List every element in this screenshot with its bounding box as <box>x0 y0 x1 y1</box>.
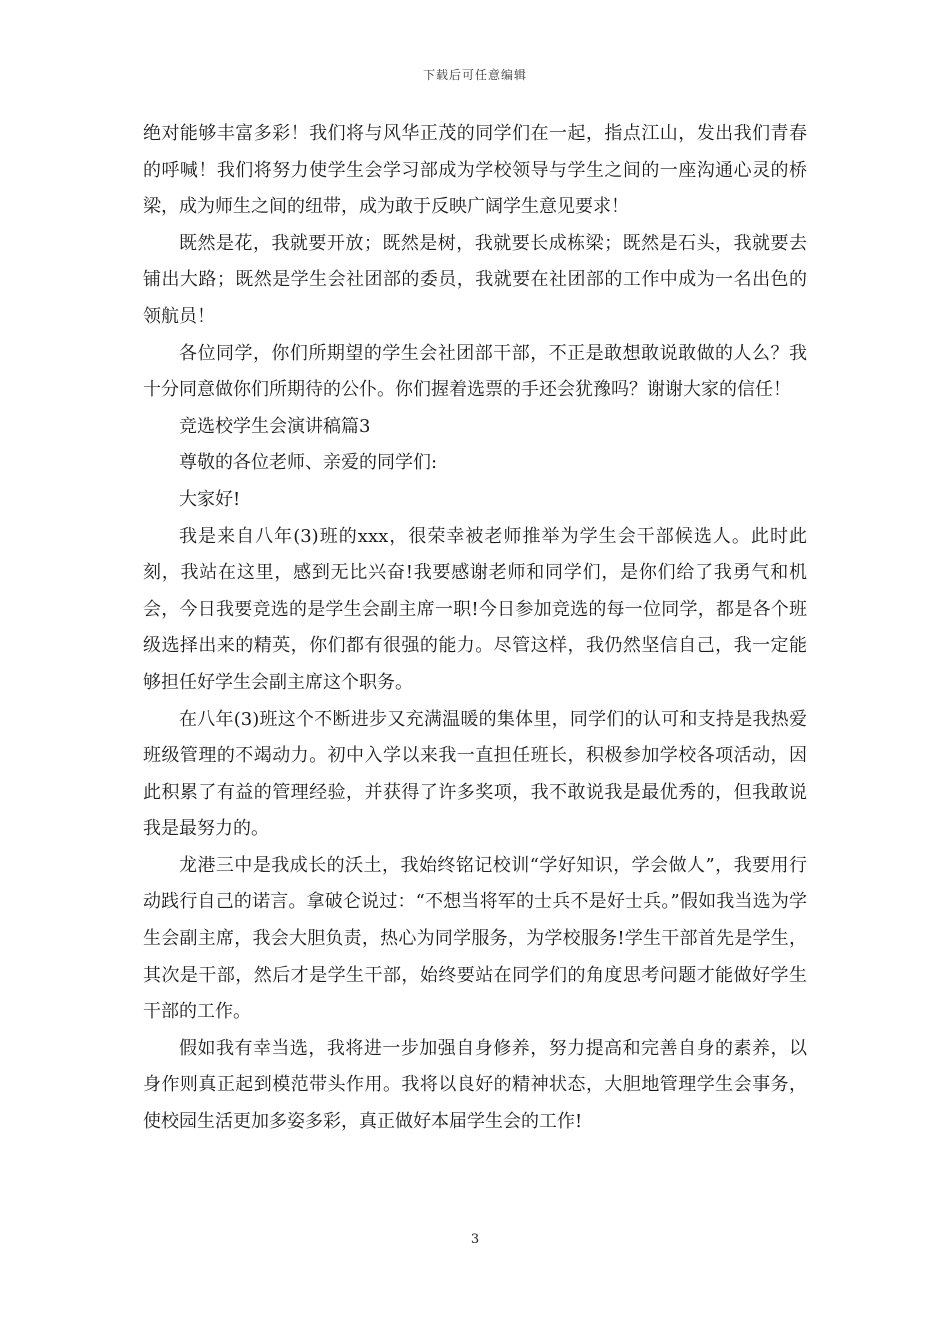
paragraph: 在八年(3)班这个不断进步又充满温暖的集体里，同学们的认可和支持是我热爱班级管理的不竭动力。初中入学以来我一直担任班长，积极参加学校各项活动，因此积累了有益的管理经验，并获得了许多奖项，我不敢说我是最优秀的，但我敢说我是最努力的。 <box>143 708 807 840</box>
section-heading: 竞选校学生会演讲稿篇3 <box>179 415 371 437</box>
paragraph: 既然是花，我就要开放；既然是树，我就要长成栋梁；既然是石头，我就要去铺出大路；既然是学生会社团部的委员，我就要在社团部的工作中成为一名出色的领航员！ <box>143 232 807 327</box>
paragraph: 我是来自八年(3)班的xxx，很荣幸被老师推举为学生会干部候选人。此时此刻，我站在这里，感到无比兴奋!我要感谢老师和同学们，是你们给了我勇气和机会，今日我要竞选的是学生会副主席一职!今日参加竞选的每一位同学，都是各个班级选择出来的精英，你们都有很强的能力。尽管这样，我仍然坚信自己，我一定能够担任好学生会副主席这个职务。 <box>143 525 807 693</box>
greeting: 大家好! <box>179 488 241 510</box>
salutation: 尊敬的各位老师、亲爱的同学们: <box>179 452 438 474</box>
paragraph: 绝对能够丰富多彩！我们将与风华正茂的同学们在一起，指点江山，发出我们青春的呼喊！我们将努力使学生会学习部成为学校领导与学生之间的一座沟通心灵的桥梁，成为师生之间的纽带，成为敢于反映广阔学生意见要求！ <box>143 123 807 218</box>
page-header: 下载后可任意编辑 <box>422 68 527 82</box>
document-body <box>143 116 807 1141</box>
paragraph: 假如我有幸当选，我将进一步加强自身修养，努力提高和完善自身的素养，以身作则真正起到模范带头作用。我将以良好的精神状态，大胆地管理学生会事务，使校园生活更加多姿多彩，真正做好本届学生会的工作! <box>143 1037 807 1133</box>
paragraph: 各位同学，你们所期望的学生会社团部干部，不正是敢想敢说敢做的人么？我十分同意做你们所期待的公仆。你们握着选票的手还会犹豫吗？谢谢大家的信任！ <box>143 342 807 401</box>
paragraph: 龙港三中是我成长的沃土，我始终铭记校训“学好知识，学会做人”，我要用行动践行自己的诺言。拿破仑说过：“不想当将军的士兵不是好士兵。”假如我当选为学生会副主席，我会大胆负责，热心为同学服务，为学校服务!学生干部首先是学生，其次是干部，然后才是学生干部，始终要站在同学们的角度思考问题才能做好学生干部的工作。 <box>143 854 807 1023</box>
page-number: 3 <box>470 1232 480 1247</box>
